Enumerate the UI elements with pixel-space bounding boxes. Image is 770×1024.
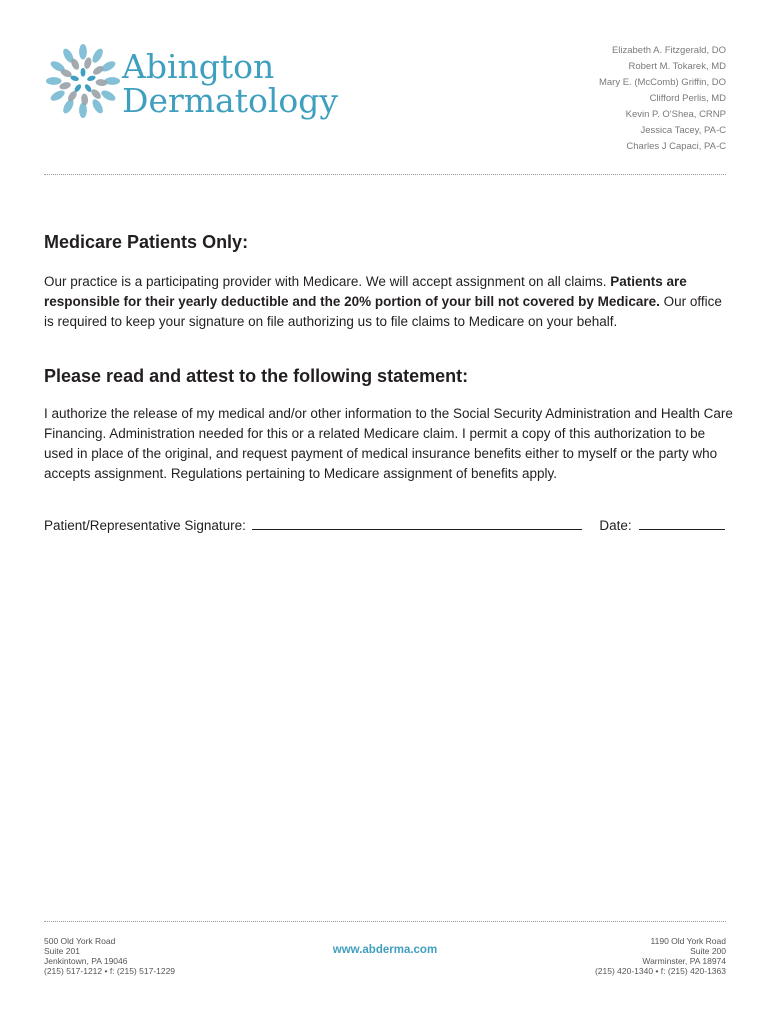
provider-name: Jessica Tacey, PA-C bbox=[640, 125, 726, 136]
signature-row bbox=[44, 516, 725, 533]
address-line: (215) 517-1212 • f: (215) 517-1229 bbox=[44, 966, 176, 976]
logo-wordmark bbox=[122, 47, 339, 120]
attest-section bbox=[44, 366, 734, 387]
signature-field[interactable] bbox=[252, 516, 582, 530]
attest-paragraph: I authorize the release of my medical and/or other information to the Social Security Administration and Health Care Financing. Administration needed for this or a related Medicare claim. I permit a copy of this authorization to be used in place of the original, and request payment of medical insurance benefits either to myself or the party who accepts assignment. Regulations pertaining to Medicare assignment of benefits apply. bbox=[44, 406, 733, 481]
section-title: Medicare Patients Only: bbox=[44, 232, 249, 252]
footer-divider bbox=[44, 921, 726, 922]
provider-name: Elizabeth A. Fitzgerald, DO bbox=[611, 45, 726, 56]
address-line: Suite 200 bbox=[690, 946, 726, 956]
date-field[interactable] bbox=[639, 516, 725, 530]
paragraph-bold-text: Patients are responsible for their yearly deductible and the 20% portion of your bill not covered by Medicare. bbox=[44, 274, 687, 309]
provider-name: Charles J Capaci, PA-C bbox=[626, 141, 726, 152]
address-line: 1190 Old York Road bbox=[650, 936, 726, 946]
provider-name: Robert M. Tokarek, MD bbox=[628, 61, 726, 72]
provider-list bbox=[599, 43, 726, 155]
website-link[interactable]: www.abderma.com bbox=[332, 944, 438, 956]
logo-line-2: Dermatology bbox=[122, 81, 339, 120]
logo-line-1: Abington bbox=[122, 47, 275, 86]
medicare-paragraph bbox=[44, 272, 734, 332]
flower-mandala-icon bbox=[44, 42, 122, 120]
section-title: Please read and attest to the following statement: bbox=[44, 366, 469, 386]
address-line: Jenkintown, PA 19046 bbox=[44, 956, 128, 966]
provider-name: Clifford Perlis, MD bbox=[649, 93, 726, 104]
paragraph-text: Our office is required to keep your signature on file authorizing us to file claims to Medicare on your behalf. bbox=[44, 294, 722, 329]
address-line: Suite 201 bbox=[44, 946, 80, 956]
paragraph-text: Our practice is a participating provider with Medicare. We will accept assignment on all claims. bbox=[44, 274, 611, 289]
footer-address-warminster bbox=[595, 936, 726, 976]
medicare-section bbox=[44, 232, 734, 253]
practice-logo bbox=[44, 40, 339, 140]
address-line: (215) 420-1340 • f: (215) 420-1363 bbox=[594, 966, 726, 976]
address-line: 500 Old York Road bbox=[44, 936, 116, 946]
address-line: Warminster, PA 18974 bbox=[642, 956, 726, 966]
date-label: Date: bbox=[599, 518, 632, 533]
header-divider bbox=[44, 174, 726, 175]
provider-name: Kevin P. O'Shea, CRNP bbox=[625, 109, 726, 120]
signature-label: Patient/Representative Signature: bbox=[44, 518, 246, 533]
provider-name: Mary E. (McComb) Griffin, DO bbox=[598, 77, 726, 88]
footer-address-jenkintown bbox=[44, 936, 175, 976]
